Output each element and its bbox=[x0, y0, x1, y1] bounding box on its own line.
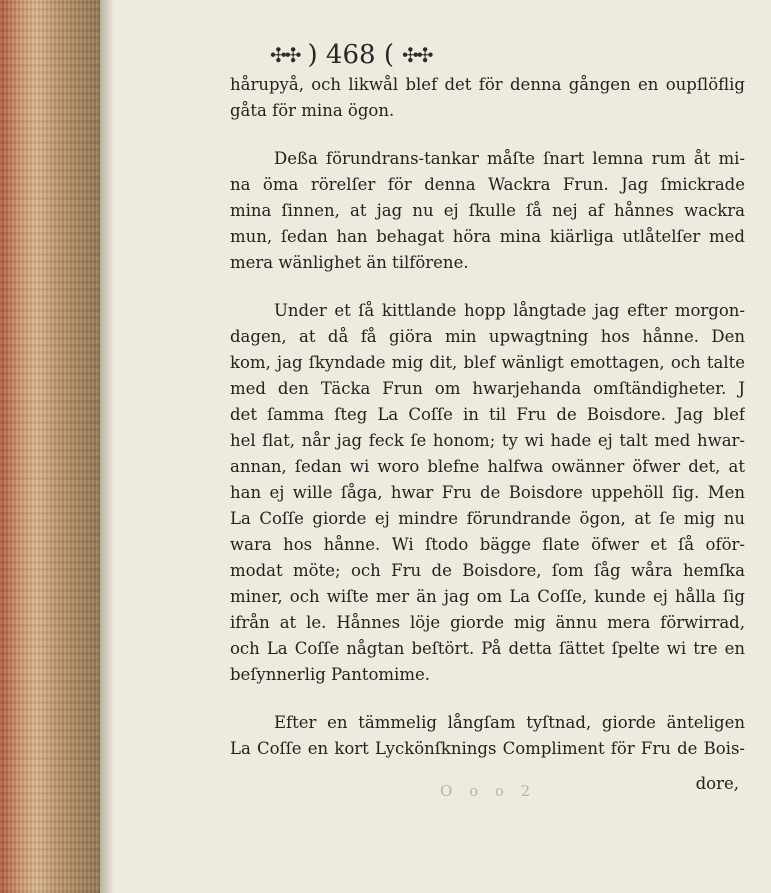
text-line: Efter en tämmelig långſam tyſtnad, giorde änteligen bbox=[274, 713, 745, 732]
text-line: och La Coſſe någtan beſtört. På detta ſättet ſpelte wi tre en bbox=[230, 639, 745, 658]
text-line: gåta för mina ögon. bbox=[230, 101, 395, 120]
text-line: La Coſſe en kort Lyckönſknings Compliment för Fru de Bois- bbox=[230, 739, 745, 758]
book-edge bbox=[0, 0, 100, 893]
page-number: ) 468 ( bbox=[307, 40, 394, 70]
text-line: beſynnerlig Pantomime. bbox=[230, 665, 430, 684]
text-line: mina ſinnen, at jag nu ej ſkulle ſå nej af hånnes wackra bbox=[230, 201, 745, 220]
text-line: mera wänlighet än tilförene. bbox=[230, 253, 469, 272]
paragraph-2 bbox=[230, 146, 745, 276]
text-line: na öma rörelſer för denna Wackra Frun. Jag ſmickrade bbox=[230, 175, 745, 194]
ornament-left: ✣✣ bbox=[270, 43, 300, 67]
paragraph-3 bbox=[230, 298, 745, 688]
text-line: det ſamma ſteg La Coſſe in til Fru de Boisdore. Jag blef bbox=[230, 405, 745, 424]
text-line: mun, ſedan han behagat höra mina kiärliga utlåtelſer med bbox=[230, 227, 745, 246]
text-line: wara hos hånne. Wi ſtodo bägge flate öfwer et ſå oför- bbox=[230, 535, 745, 554]
text-line: hel flat, når jag feck ſe honom; ty wi hade ej talt med hwar- bbox=[230, 431, 745, 450]
text-line: Under et ſå kittlande hopp långtade jag efter morgon- bbox=[274, 301, 745, 320]
text-line: modat möte; och Fru de Boisdore, ſom ſåg wåra hemſka bbox=[230, 561, 745, 580]
text-line: han ej wille ſåga, hwar Fru de Boisdore uppehöll ſig. Men bbox=[230, 483, 745, 502]
text-line: annan, ſedan wi woro blefne halfwa owänner öfwer det, at bbox=[230, 457, 745, 476]
page-gutter-shadow bbox=[100, 0, 114, 893]
text-line: dagen, at då få giöra min upwagtning hos hånne. Den bbox=[230, 327, 745, 346]
text-line: ifrån at le. Hånnes löje giorde mig ännu mera förwirrad, bbox=[230, 613, 745, 632]
text-line: La Coſſe giorde ej mindre förundrande ögon, at ſe mig nu bbox=[230, 509, 745, 528]
body-text bbox=[230, 72, 745, 762]
signature-mark: O o o 2 bbox=[440, 782, 537, 800]
text-line: med den Täcka Frun om hwarjehanda omſtändigheter. J bbox=[230, 379, 745, 398]
page-header bbox=[270, 40, 610, 70]
text-line: Deßa förundrans-tankar måſte ſnart lemna rum åt mi- bbox=[274, 149, 745, 168]
text-line: miner, och wiſte mer än jag om La Coſſe, kunde ej hålla ſig bbox=[230, 587, 745, 606]
paragraph-4 bbox=[230, 710, 745, 762]
paragraph-1 bbox=[230, 72, 745, 124]
text-line: kom, jag ſkyndade mig dit, blef wänligt emottagen, och talte bbox=[230, 353, 745, 372]
text-line: hårupyå, och likwål blef det för denna gången en oupſlöflig bbox=[230, 75, 745, 94]
catchword: dore, bbox=[695, 774, 739, 793]
ornament-right: ✣✣ bbox=[401, 43, 432, 67]
